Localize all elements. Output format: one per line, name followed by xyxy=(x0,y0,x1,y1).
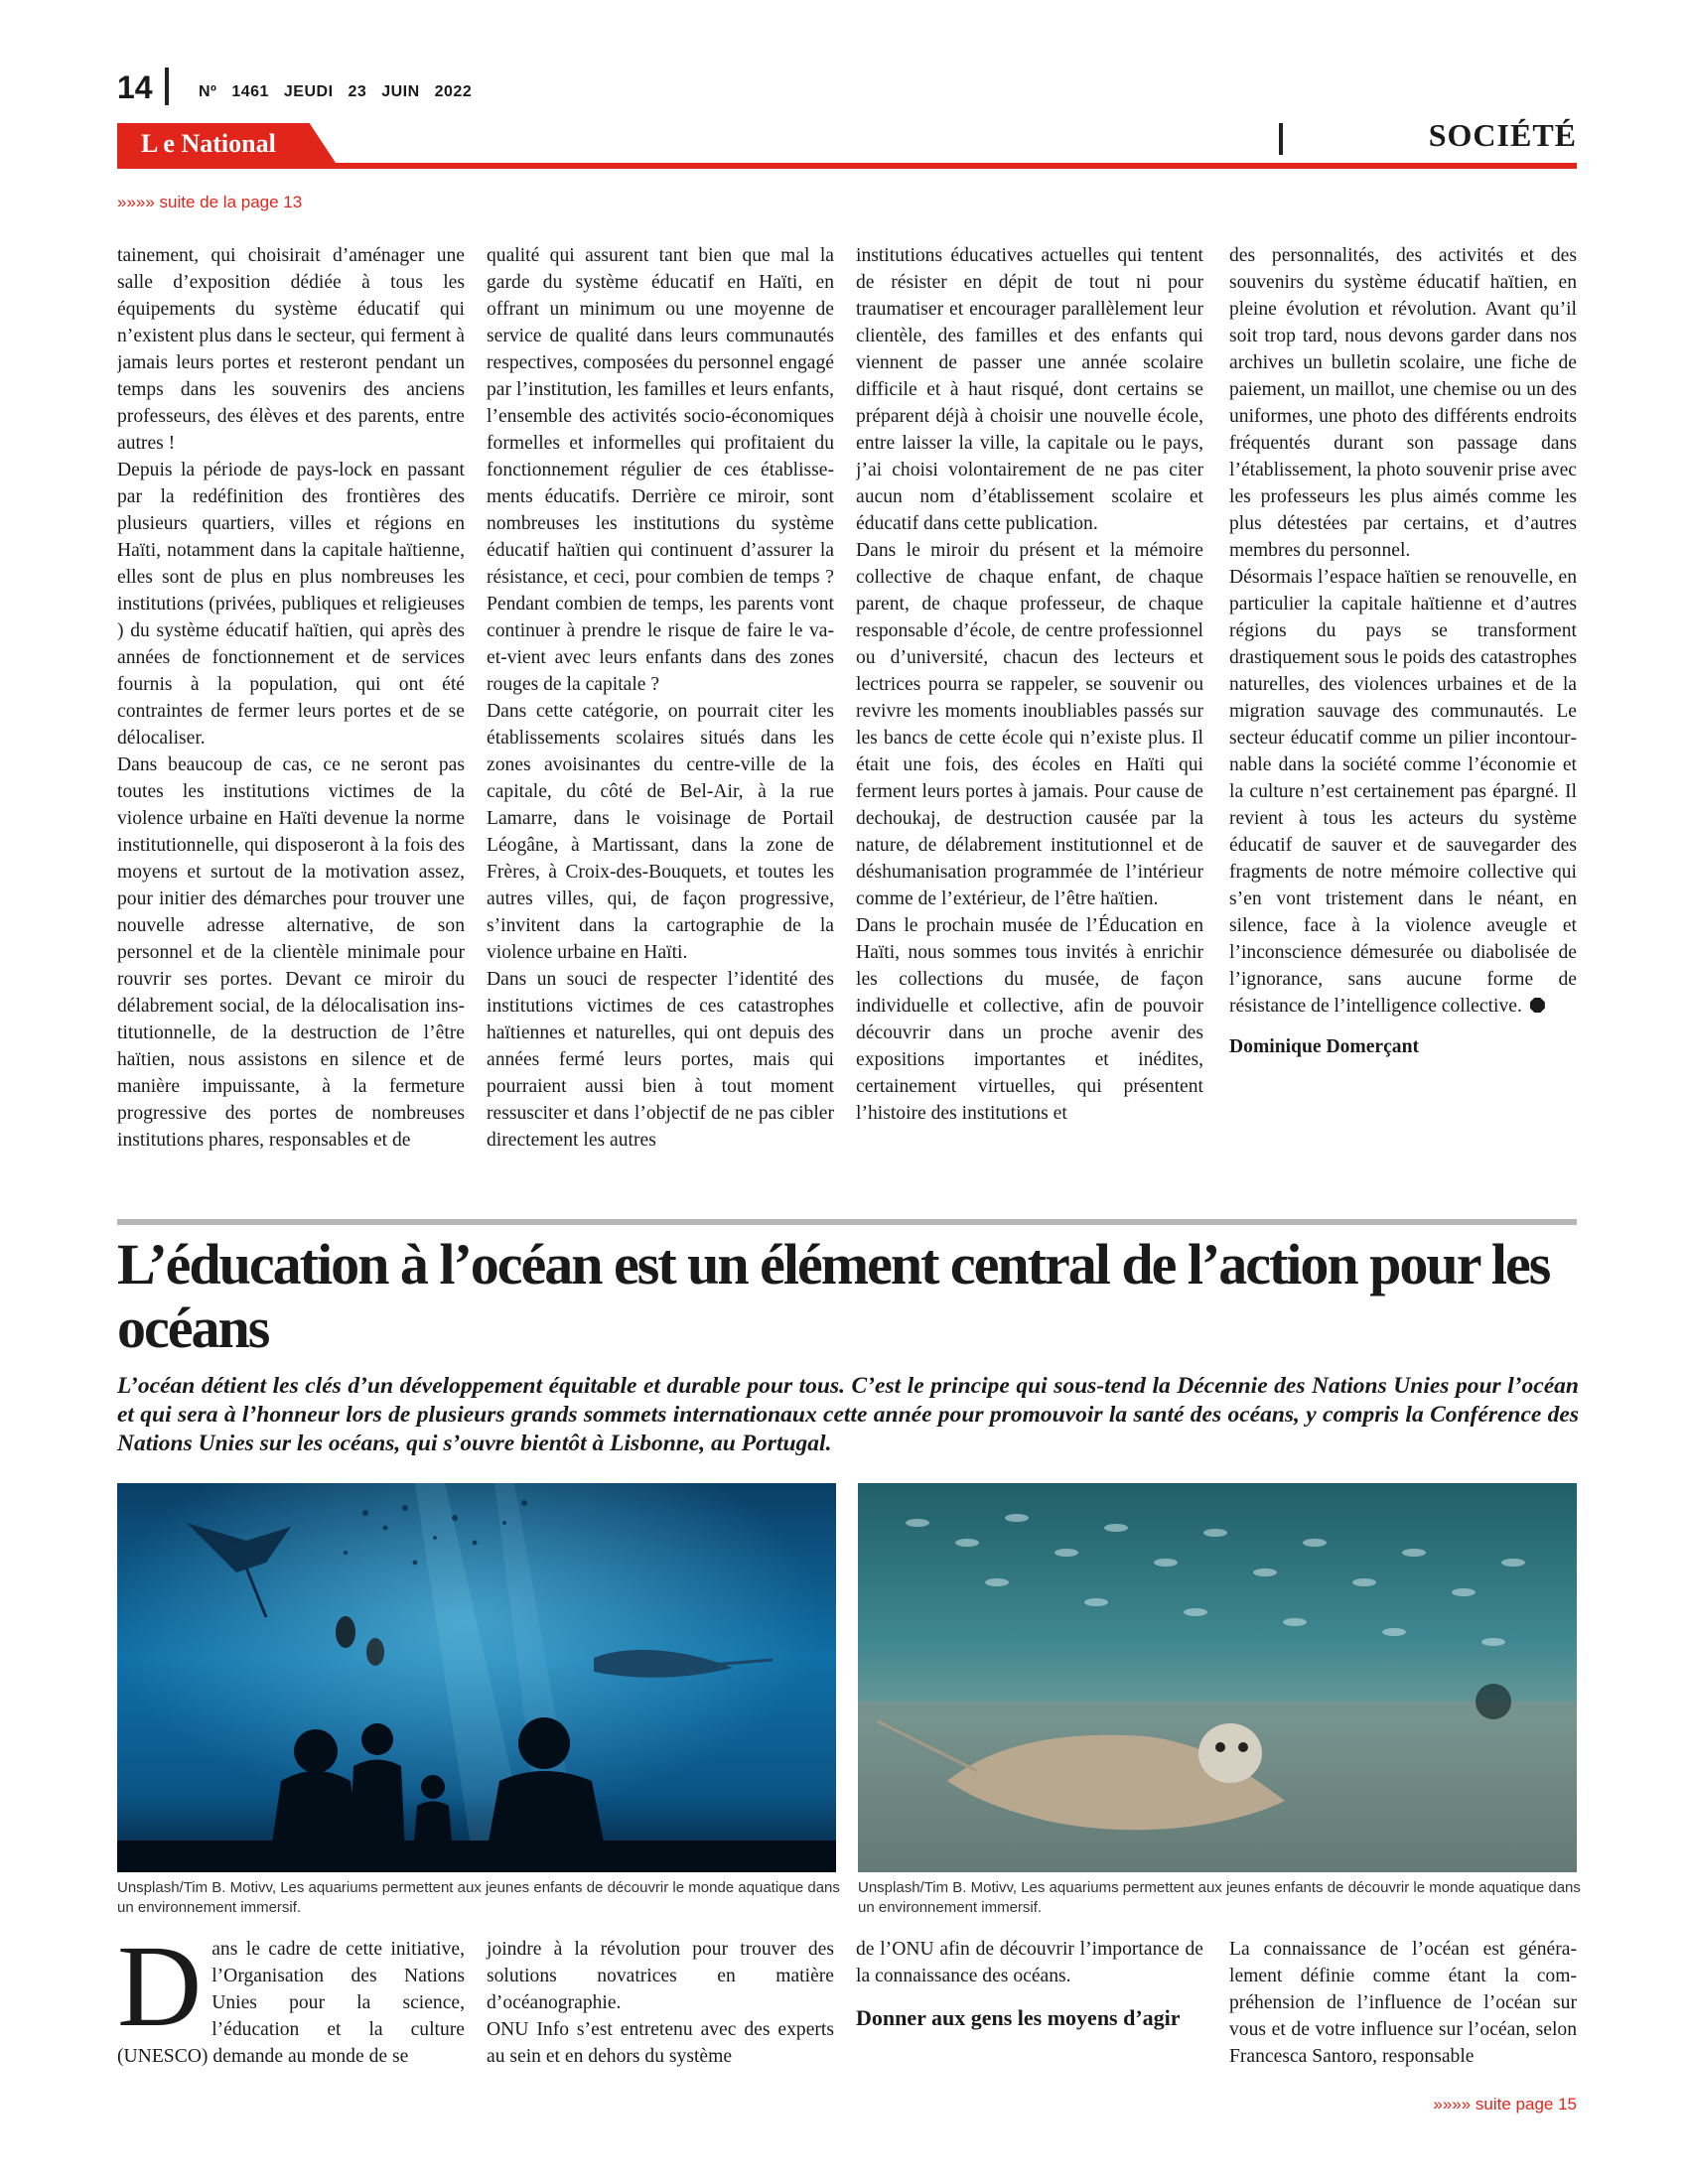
issue-date-line xyxy=(199,83,472,101)
section-title: SOCIÉTÉ xyxy=(1428,117,1577,153)
paragraph: institutions éducatives actuelles qui tentent de résister en dépit de tout ni pour traumatiser et encourager parallèlement leur clientèle, des familles et des enfants qui viennent de passer une année scolaire difficile et à haut risqué, dont certains se préparent déjà à choisir une nouvelle école, entre laisser la ville, la capitale ou le pays, j’ai choisi volontairement de ne pas citer aucun nom d’établissement scolaire et éducatif dans cette publication. xyxy=(856,245,1203,534)
photo1-caption: Unsplash/Tim B. Motivv, Les aquariums permettent aux jeunes enfants de découvrir le monde aquatique dans un environnement immersif. xyxy=(117,1879,840,1916)
paragraph: qualité qui assurent tant bien que mal la garde du système éducatif en Haïti, en offrant un minimum ou une moyenne de service de qualité dans leurs communautés respectives, composées du personnel engagé par l’institution, les familles et leurs enfants, l’ensemble des activités socio-économiques formelles et informelles qui profitaient du fonctionnement régulier de ces établissements éducatifs. Derrière ce miroir, sont nombreuses les institutions du système éducatif haïtien qui continuent d’assurer la résistance, et ceci, pour combien de temps ? Pendant combien de temps, les parents vont continuer à prendre le risque de faire le va-et-vient avec leurs enfants dans des zones rouges de la capitale ? xyxy=(487,245,834,695)
paragraph: Dans un souci de respecter l’identité des institutions victimes de ces catastrophes haïtiennes et naturelles, qui ont depuis des années fermé leurs portes, mais qui pourraient aussi bien à tout moment ressusciter et dans l’objectif de ne pas cibler directement les autres xyxy=(487,969,834,1151)
paragraph: Dans cette catégorie, on pourrait citer les établissements scolaires situés dans les zones avoisinantes du centre-ville de la capitale, du côté de Bel-Air, à la rue Lamarre, dans le voisinage de Portail Léogâne, à Martissant, dans la zone de Frères, à Croix-des-Bouquets, et toutes les autres villes, qui, de façon progressive, s’invitent dans la cartographie de la violence urbaine en Haïti. xyxy=(487,701,834,963)
paragraph: Dans beaucoup de cas, ce ne seront pas toutes les institutions victimes de la violence urbaine en Haïti devenue la norme institutionnelle, qui disposeront à la fois des moyens et surtout de la motivation assez, pour initier des démarches pour trouver une nouvelle adresse alternative, de son personnel et de la clientèle minimale pour rouvrir ses portes. Devant ce miroir du délabrement social, de la délocalisation institutionnelle, de la destruction de l’être haïtien, nous assistons en silence et de manière impuissante, à la fermeture progressive des portes de nombreuses institutions phares, responsables et de xyxy=(117,754,465,1151)
end-mark-icon xyxy=(1530,998,1545,1013)
aquarium-photo xyxy=(117,1483,836,1872)
article2-column-4 xyxy=(1229,1936,1577,2070)
paragraph: joindre à la révolution pour trouver des solutions novatrices en matière d’océanographie. xyxy=(487,1939,834,2013)
header-rule xyxy=(117,163,1577,169)
paragraph: des personnalités, des activités et des souvenirs du système éducatif haïtien, en pleine évolution et révolution. Avant qu’il soit trop tard, nous devons garder dans nos archives un bulletin scolaire, une fiche de paiement, un maillot, une chemise ou un des uniformes, une photo des différents endroits fréquentés durant son passage dans l’établissement, la photo souvenir prise avec les professeurs les plus aimés comme les plus détestées par certains, et d’autres membres du personnel. xyxy=(1229,245,1577,561)
article1-column-3 xyxy=(856,242,1203,1205)
issue-number: Nº 1461 xyxy=(199,83,269,100)
paragraph: Désormais l’espace haïtien se renouvelle, en particulier la capitale haïtienne et d’autres régions du pays se transforment drastiquement sous le poids des catastrophes naturelles, des violences urbaines et de la migration sauvage des communautés. Le secteur éducatif comme un pilier incontournable dans la société comme l’économie et la culture n’est certainement pas épargné. Il revient à tous les acteurs du système éducatif de sauver et de sauvegarder des fragments de notre mémoire collective qui s’en vont tristement dans le néant, en silence, face à la violence aveugle et l’inconscience démesurée ou diabolisée de l’ignorance, sans aucune forme de résistance de l’intelligence collective. xyxy=(1229,567,1577,1017)
drop-cap: D xyxy=(117,1921,203,2051)
photo2-caption: Unsplash/Tim B. Motivv, Les aquariums permettent aux jeunes enfants de découvrir le monde aquatique dans un environnement immersif. xyxy=(858,1879,1581,1916)
paragraph: Depuis la période de pays-lock en passant par la redéfinition des frontières des plusieurs quartiers, villes et régions en Haïti, notamment dans la capitale haïtienne, elles sont de plus en plus nombreuses les institutions (privées, publiques et religieuses ) du système éducatif haïtien, qui après des années de fonctionnement et de services fournis à la population, qui ont été contraintes de fermer leurs portes et de se délocaliser. xyxy=(117,460,465,749)
issue-date-num: 23 xyxy=(348,83,367,100)
article2-column-3 xyxy=(856,1936,1203,2031)
article2-column-2 xyxy=(487,1936,834,2070)
article2-deck: L’océan détient les clés d’un développement équitable et durable pour tous. C’est le principe qui sous-tend la Décennie des Nations Unies pour l’océan et qui sera à l’honneur lors de plusieurs grands sommets internationaux cette année pour promouvoir la santé des océans, y compris la Conférence des Nations Unies sur les océans, qui s’ouvre bientôt à Lisbonne, au Portugal. xyxy=(117,1373,1579,1456)
page-number: 14 xyxy=(117,69,153,105)
paragraph: Dans le prochain musée de l’Éducation en Haïti, nous sommes tous invités à enrichir les collections du musée, de façon individuelle et collective, afin de pouvoir découvrir dans un proche avenir des expositions importantes et inédites, certainement virtuelles, qui présentent l’histoire des institutions et xyxy=(856,915,1203,1124)
paragraph: La connaissance de l’océan est généralement définie comme étant la compréhension de l’influence de l’océan sur vous et de votre influence sur l’océan, selon Francesca Santoro, responsable xyxy=(1229,1939,1577,2067)
continued-from-link[interactable]: »»»» suite de la page 13 xyxy=(117,193,303,211)
issue-year: 2022 xyxy=(434,83,473,100)
stingray-photo xyxy=(858,1483,1577,1872)
paragraph-with-end-mark xyxy=(1229,564,1577,1020)
article1-column-4 xyxy=(1229,242,1577,1205)
section-divider xyxy=(1279,123,1283,155)
paragraph: tainement, qui choisirait d’aménager une salle d’exposition dédiée à tous les équipements du système éducatif qui n’existent plus dans le secteur, qui ferment à jamais leurs portes et resteront pendant un temps dans les souvenirs des anciens professeurs, des élèves et des parents, entre autres ! xyxy=(117,245,465,454)
article1-column-1 xyxy=(117,242,465,1205)
paragraph: ans le cadre de cette initiative, l’Organisation des Nations Unies pour la science, l’éducation et la culture (UNESCO) demande au monde de se xyxy=(117,1939,465,2067)
article2-headline: L’éducation à l’océan est un élément central de l’action pour les océans xyxy=(117,1232,1550,1360)
paragraph: de l’ONU afin de découvrir l’importance de la connaissance des océans. xyxy=(856,1939,1203,1986)
article-separator xyxy=(117,1219,1577,1225)
article2-column-1 xyxy=(117,1921,465,2070)
article2-subhead: Donner aux gens les moyens d’agir xyxy=(856,2005,1181,2030)
header-divider xyxy=(165,68,169,105)
article1-column-2 xyxy=(487,242,834,1205)
issue-month: JUIN xyxy=(381,83,420,100)
paragraph: ONU Info s’est entretenu avec des experts au sein et en dehors du système xyxy=(487,2019,834,2067)
issue-day: JEUDI xyxy=(283,83,334,100)
author-byline: Dominique Domerçant xyxy=(1229,1036,1420,1057)
paragraph: Dans le miroir du présent et la mémoire collective de chaque enfant, de chaque parent, de chaque professeur, de chaque responsable d’école, de centre professionnel ou d’université, chacun des lecteurs et lectrices pourra se rappeler, se souvenir ou revivre les moments inoubliables passés sur les bancs de cette école qui n’existe plus. Il était une fois, des écoles en Haïti qui ferment leurs portes à jamais. Pour cause de dechoukaj, de destruction causée par la nature, de délabrement institutionnel et de déshumanisation programmée de l’intérieur comme de l’extérieur, de l’être haïtien. xyxy=(856,540,1203,909)
continued-on-link[interactable]: »»»» suite page 15 xyxy=(1433,2095,1577,2114)
brand-logo: L e National xyxy=(141,129,276,158)
